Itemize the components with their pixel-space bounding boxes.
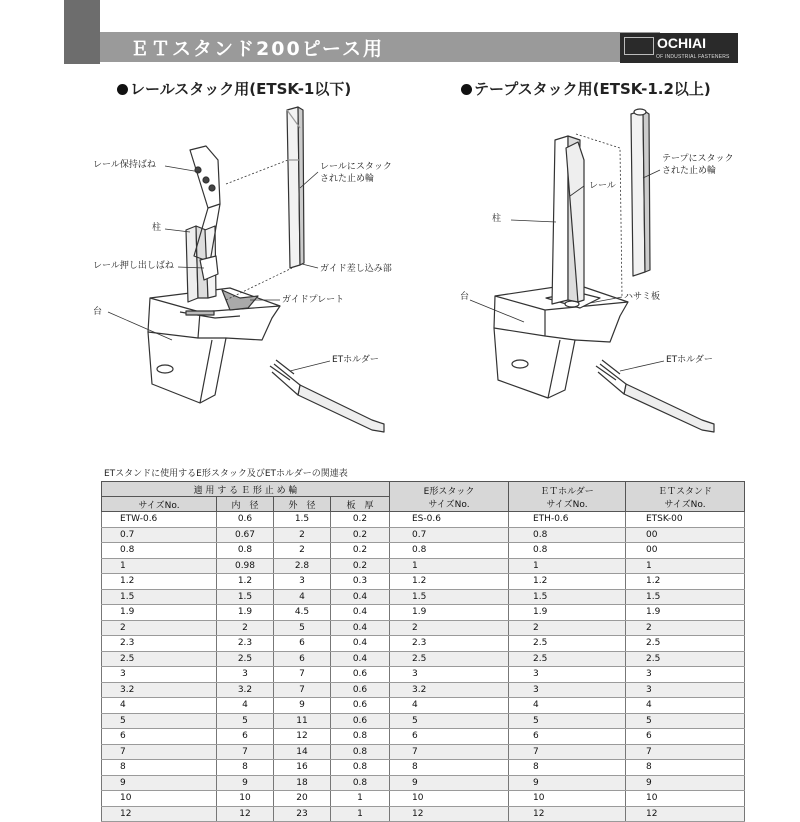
cell-inner: 0.8 [217, 543, 274, 559]
cell-size: 1.2 [102, 574, 217, 590]
left-base-illustration [148, 288, 280, 403]
cell-inner: 3 [217, 667, 274, 683]
left-holder-illustration [270, 360, 384, 432]
table-row [102, 574, 745, 590]
cell-holder: 10 [509, 791, 626, 807]
table-row [102, 558, 745, 574]
cell-stack: 10 [390, 791, 509, 807]
cell-stack: 0.8 [390, 543, 509, 559]
table-row [102, 760, 745, 776]
cell-inner: 9 [217, 775, 274, 791]
group-header: 適 用 す る Ｅ 形 止 め 輪 [102, 482, 390, 497]
cell-stand: 1 [626, 558, 745, 574]
cell-outer: 4.5 [274, 605, 331, 621]
cell-stand: 6 [626, 729, 745, 745]
cell-size: 0.7 [102, 527, 217, 543]
table-row [102, 713, 745, 729]
cell-outer: 2.8 [274, 558, 331, 574]
cell-holder: 0.8 [509, 527, 626, 543]
cell-outer: 12 [274, 729, 331, 745]
cell-stack: 4 [390, 698, 509, 714]
cell-holder: 1 [509, 558, 626, 574]
label-guide-insert: ガイド差し込み部 [320, 264, 392, 274]
col-header-stack: E形スタック サイズNo. [390, 482, 509, 512]
cell-stand: 8 [626, 760, 745, 776]
cell-size: 6 [102, 729, 217, 745]
cell-stand: 00 [626, 527, 745, 543]
right-pillar-illustration [552, 136, 584, 304]
cell-size: 12 [102, 806, 217, 822]
cell-stand: 1.9 [626, 605, 745, 621]
cell-outer: 7 [274, 667, 331, 683]
cell-inner: 0.6 [217, 512, 274, 528]
cell-holder: 12 [509, 806, 626, 822]
cell-stack: 5 [390, 713, 509, 729]
table-body [102, 512, 745, 822]
cell-stack: 1.5 [390, 589, 509, 605]
cell-inner: 0.67 [217, 527, 274, 543]
cell-thick: 0.4 [331, 620, 390, 636]
table-row [102, 620, 745, 636]
cell-stack: 2 [390, 620, 509, 636]
cell-thick: 0.2 [331, 527, 390, 543]
cell-stand: 1.2 [626, 574, 745, 590]
cell-thick: 0.8 [331, 729, 390, 745]
cell-size: 2 [102, 620, 217, 636]
cell-stand: 10 [626, 791, 745, 807]
col-header-inner: 内 径 [217, 497, 274, 512]
cell-thick: 0.2 [331, 512, 390, 528]
cell-outer: 5 [274, 620, 331, 636]
cell-outer: 23 [274, 806, 331, 822]
cell-inner: 7 [217, 744, 274, 760]
label-clamp-plate: ハサミ板 [624, 292, 661, 302]
cell-thick: 0.4 [331, 605, 390, 621]
cell-size: 4 [102, 698, 217, 714]
label-pillar: 柱 [152, 223, 162, 233]
cell-thick: 0.2 [331, 543, 390, 559]
cell-stand: 5 [626, 713, 745, 729]
table-caption: ETスタンドに使用するE形スタック及びETホルダーの関連表 [104, 469, 348, 479]
cell-size: 3 [102, 667, 217, 683]
cell-outer: 2 [274, 543, 331, 559]
label-rail-stacked: レールにスタック された止め輪 [320, 162, 392, 184]
table-row [102, 698, 745, 714]
cell-size: 2.3 [102, 636, 217, 652]
cell-inner: 2.3 [217, 636, 274, 652]
cell-thick: 1 [331, 791, 390, 807]
cell-inner: 1.9 [217, 605, 274, 621]
cell-outer: 2 [274, 527, 331, 543]
cell-inner: 4 [217, 698, 274, 714]
cell-outer: 4 [274, 589, 331, 605]
cell-size: 8 [102, 760, 217, 776]
col-header-stand: ＥＴスタンド サイズNo. [626, 482, 745, 512]
left-rail-illustration [287, 107, 304, 268]
cell-inner: 12 [217, 806, 274, 822]
cell-stand: 12 [626, 806, 745, 822]
cell-thick: 0.4 [331, 589, 390, 605]
label-holder-right: ETホルダー [666, 355, 713, 365]
cell-outer: 7 [274, 682, 331, 698]
cell-size: 1 [102, 558, 217, 574]
cell-holder: 1.5 [509, 589, 626, 605]
spec-table [101, 481, 745, 822]
cell-inner: 5 [217, 713, 274, 729]
table-row [102, 667, 745, 683]
cell-outer: 16 [274, 760, 331, 776]
left-heading-text: レールスタック用(ETSK-1以下) [130, 80, 352, 98]
cell-thick: 0.8 [331, 775, 390, 791]
label-pillar-right: 柱 [492, 214, 502, 224]
cell-inner: 2 [217, 620, 274, 636]
cell-outer: 6 [274, 651, 331, 667]
cell-thick: 0.6 [331, 667, 390, 683]
cell-size: ETW-0.6 [102, 512, 217, 528]
cell-thick: 0.8 [331, 744, 390, 760]
cell-stack: 1.9 [390, 605, 509, 621]
brand-name: OCHIAI [657, 35, 706, 51]
cell-stand: 3 [626, 667, 745, 683]
cell-outer: 9 [274, 698, 331, 714]
cell-holder: 2.5 [509, 636, 626, 652]
cell-stand: 3 [626, 682, 745, 698]
cell-holder: 9 [509, 775, 626, 791]
table-row [102, 543, 745, 559]
cell-outer: 3 [274, 574, 331, 590]
table-row [102, 527, 745, 543]
col-header-holder: ＥＴホルダー サイズNo. [509, 482, 626, 512]
cell-holder: 6 [509, 729, 626, 745]
cell-holder: 1.9 [509, 605, 626, 621]
table-row [102, 775, 745, 791]
cell-holder: 3 [509, 682, 626, 698]
table-row [102, 791, 745, 807]
cell-stack: 2.5 [390, 651, 509, 667]
col-header-outer: 外 径 [274, 497, 331, 512]
cell-size: 0.8 [102, 543, 217, 559]
cell-thick: 0.8 [331, 760, 390, 776]
col-header-size: サイズNo. [102, 497, 217, 512]
cell-thick: 0.4 [331, 636, 390, 652]
table-row [102, 729, 745, 745]
cell-thick: 0.3 [331, 574, 390, 590]
cell-stack: 8 [390, 760, 509, 776]
cell-stack: 1.2 [390, 574, 509, 590]
label-rail-spring: レール保持ばね [93, 160, 156, 170]
cell-inner: 8 [217, 760, 274, 776]
cell-stack: 7 [390, 744, 509, 760]
cell-inner: 10 [217, 791, 274, 807]
cell-thick: 0.6 [331, 698, 390, 714]
cell-stack: 2.3 [390, 636, 509, 652]
cell-stand: 00 [626, 543, 745, 559]
cell-size: 10 [102, 791, 217, 807]
label-tape-stacked: テープにスタック された止め輪 [662, 154, 734, 176]
cell-stand: 2 [626, 620, 745, 636]
cell-holder: 2.5 [509, 651, 626, 667]
cell-holder: 1.2 [509, 574, 626, 590]
cell-thick: 0.6 [331, 682, 390, 698]
cell-holder: 5 [509, 713, 626, 729]
cell-inner: 1.5 [217, 589, 274, 605]
cell-stack: 6 [390, 729, 509, 745]
cell-stack: 12 [390, 806, 509, 822]
cell-holder: 2 [509, 620, 626, 636]
cell-inner: 1.2 [217, 574, 274, 590]
label-base-right: 台 [460, 292, 470, 302]
cell-inner: 6 [217, 729, 274, 745]
cell-stand: 4 [626, 698, 745, 714]
cell-outer: 14 [274, 744, 331, 760]
page-title: ＥＴスタンド200ピース用 [130, 38, 384, 60]
cell-holder: 3 [509, 667, 626, 683]
cell-stand: ETSK-00 [626, 512, 745, 528]
cell-thick: 0.2 [331, 558, 390, 574]
cell-stand: 2.5 [626, 636, 745, 652]
cell-holder: 0.8 [509, 543, 626, 559]
right-tape-illustration [631, 109, 650, 276]
cell-size: 5 [102, 713, 217, 729]
left-pillar-illustration [186, 146, 258, 310]
label-rail: レール [589, 181, 616, 191]
table-row [102, 682, 745, 698]
brand-subtitle: OF INDUSTRIAL FASTENERS [656, 54, 730, 60]
cell-stack: 3.2 [390, 682, 509, 698]
cell-thick: 0.6 [331, 713, 390, 729]
col-header-thick: 板 厚 [331, 497, 390, 512]
cell-thick: 0.4 [331, 651, 390, 667]
cell-holder: 8 [509, 760, 626, 776]
cell-size: 9 [102, 775, 217, 791]
cell-stand: 1.5 [626, 589, 745, 605]
cell-stand: 7 [626, 744, 745, 760]
cell-size: 3.2 [102, 682, 217, 698]
cell-holder: ETH-0.6 [509, 512, 626, 528]
cell-stack: 3 [390, 667, 509, 683]
right-holder-illustration [596, 360, 714, 432]
table-row [102, 636, 745, 652]
table-row [102, 512, 745, 528]
cell-size: 7 [102, 744, 217, 760]
cell-outer: 18 [274, 775, 331, 791]
cell-size: 1.5 [102, 589, 217, 605]
table-row [102, 651, 745, 667]
table-row [102, 744, 745, 760]
cell-stack: 9 [390, 775, 509, 791]
label-base: 台 [93, 307, 103, 317]
table-row [102, 589, 745, 605]
table-row [102, 806, 745, 822]
label-push-spring: レール押し出しばね [93, 261, 174, 271]
cell-inner: 3.2 [217, 682, 274, 698]
label-guide-plate: ガイドプレート [282, 295, 345, 305]
cell-outer: 6 [274, 636, 331, 652]
cell-inner: 0.98 [217, 558, 274, 574]
cell-inner: 2.5 [217, 651, 274, 667]
right-heading-text: テープスタック用(ETSK-1.2以上) [474, 80, 711, 98]
cell-stack: ES-0.6 [390, 512, 509, 528]
cell-outer: 20 [274, 791, 331, 807]
cell-outer: 11 [274, 713, 331, 729]
cell-thick: 1 [331, 806, 390, 822]
cell-stand: 2.5 [626, 651, 745, 667]
cell-stand: 9 [626, 775, 745, 791]
cell-stack: 0.7 [390, 527, 509, 543]
cell-holder: 7 [509, 744, 626, 760]
cell-stack: 1 [390, 558, 509, 574]
cell-holder: 4 [509, 698, 626, 714]
label-holder-left: ETホルダー [332, 355, 379, 365]
cell-size: 1.9 [102, 605, 217, 621]
table-row [102, 605, 745, 621]
cell-size: 2.5 [102, 651, 217, 667]
cell-outer: 1.5 [274, 512, 331, 528]
